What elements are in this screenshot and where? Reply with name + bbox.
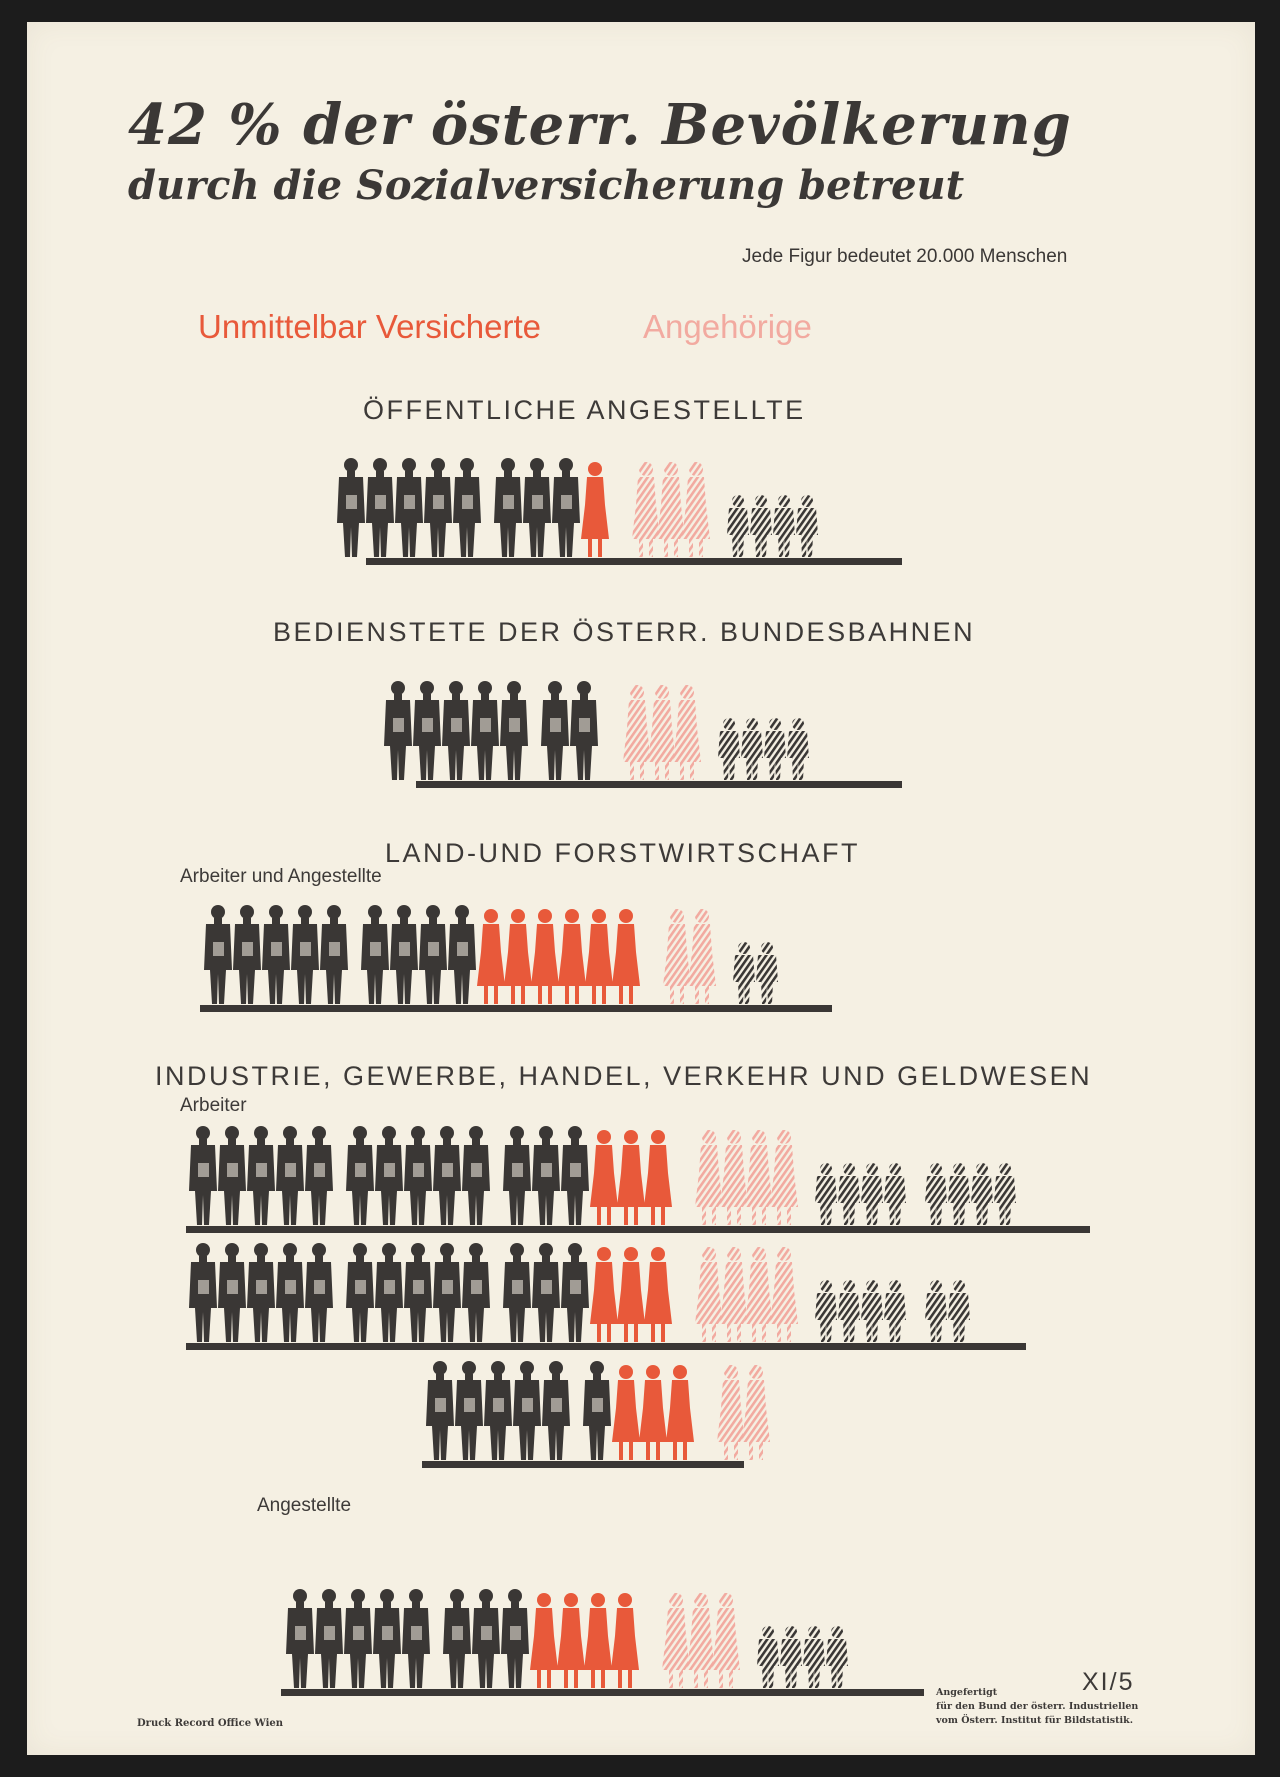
figure-dependent-child-s3-r0-7 (994, 1163, 1016, 1225)
figure-dependent-child-s0-r0-3 (796, 495, 818, 557)
figure-dependent-child-s1-r0-3 (787, 718, 809, 780)
figure-insured-man-s3-r0-1 (218, 1126, 246, 1225)
row-baseline-s1-r0 (416, 781, 902, 788)
figure-insured-man-s1-r0-5 (541, 681, 569, 780)
figure-dependent-child-s3-r0-1 (838, 1163, 860, 1225)
figure-dependent-child-s3-r1-2 (861, 1280, 883, 1342)
figure-insured-man-s1-r0-1 (413, 681, 441, 780)
figure-insured-man-s2-r0-6 (390, 905, 418, 1004)
figure-dependent-child-s1-r0-1 (741, 718, 763, 780)
figure-insured-woman-s3-r1-0 (590, 1247, 618, 1342)
figure-insured-man-s3-r2-2 (484, 1361, 512, 1460)
figure-insured-man-s3-r0-0 (189, 1126, 217, 1225)
figure-dependent-child-s3-r1-5 (948, 1280, 970, 1342)
figure-insured-man-s3-r0-4 (305, 1126, 333, 1225)
figure-insured-man-s4-r0-6 (472, 1589, 500, 1688)
figure-dependent-woman-s3-r1-1 (720, 1247, 748, 1342)
figure-insured-man-s3-r0-12 (561, 1126, 589, 1225)
figure-dependent-child-s3-r0-5 (948, 1163, 970, 1225)
figure-insured-man-s3-r1-11 (532, 1243, 560, 1342)
figure-insured-man-s3-r1-8 (433, 1243, 461, 1342)
figure-dependent-woman-s3-r1-2 (745, 1247, 773, 1342)
figure-insured-man-s3-r0-5 (346, 1126, 374, 1225)
figure-insured-man-s3-r2-5 (583, 1361, 611, 1460)
figure-insured-man-s3-r1-5 (346, 1243, 374, 1342)
figure-dependent-woman-s4-r0-2 (712, 1593, 740, 1688)
figure-dependent-woman-s2-r0-1 (688, 909, 716, 1004)
figure-dependent-woman-s3-r2-1 (742, 1365, 770, 1460)
sheet-number: XI/5 (1082, 1668, 1135, 1696)
row-baseline-s4-r0 (281, 1689, 924, 1696)
figure-insured-man-s3-r1-10 (503, 1243, 531, 1342)
figure-insured-woman-s2-r0-1 (504, 909, 532, 1004)
row-baseline-s3-r0 (186, 1226, 1090, 1233)
figure-insured-woman-s4-r0-0 (530, 1593, 558, 1688)
figure-insured-woman-s4-r0-2 (584, 1593, 612, 1688)
figure-insured-man-s3-r1-4 (305, 1243, 333, 1342)
figure-insured-man-s1-r0-4 (500, 681, 528, 780)
legend-dependents: Angehörige (643, 308, 812, 345)
figure-insured-man-s0-r0-3 (424, 458, 452, 557)
figure-insured-man-s3-r1-12 (561, 1243, 589, 1342)
figure-dependent-woman-s4-r0-0 (662, 1593, 690, 1688)
figure-dependent-child-s3-r1-0 (815, 1280, 837, 1342)
figure-dependent-child-s3-r0-6 (971, 1163, 993, 1225)
figure-dependent-child-s3-r1-3 (884, 1280, 906, 1342)
subgroup-workers-and-employees: Arbeiter und Angestellte (180, 866, 382, 887)
figure-dependent-woman-s3-r1-3 (770, 1247, 798, 1342)
figure-insured-woman-s3-r2-1 (639, 1365, 667, 1460)
subgroup-workers: Arbeiter (180, 1095, 247, 1116)
figure-insured-woman-s3-r0-1 (617, 1130, 645, 1225)
figure-insured-man-s4-r0-4 (402, 1589, 430, 1688)
figure-insured-woman-s3-r1-2 (644, 1247, 672, 1342)
title-line-1: 42 % der österr. Bevölkerung (128, 92, 1072, 158)
figure-dependent-child-s3-r1-4 (925, 1280, 947, 1342)
row-baseline-s2-r0 (200, 1005, 832, 1012)
figure-dependent-child-s3-r0-3 (884, 1163, 906, 1225)
figure-insured-woman-s3-r0-0 (590, 1130, 618, 1225)
figure-dependent-child-s4-r0-0 (757, 1626, 779, 1688)
figure-insured-man-s3-r1-1 (218, 1243, 246, 1342)
figure-insured-man-s4-r0-2 (344, 1589, 372, 1688)
figure-dependent-child-s0-r0-0 (727, 495, 749, 557)
figure-dependent-child-s1-r0-0 (718, 718, 740, 780)
figure-insured-woman-s2-r0-4 (585, 909, 613, 1004)
figure-dependent-child-s3-r0-0 (815, 1163, 837, 1225)
figure-insured-man-s3-r1-3 (276, 1243, 304, 1342)
figure-insured-man-s0-r0-6 (523, 458, 551, 557)
figure-insured-man-s3-r2-3 (513, 1361, 541, 1460)
figure-insured-man-s1-r0-6 (570, 681, 598, 780)
figure-insured-man-s3-r0-10 (503, 1126, 531, 1225)
figure-insured-man-s3-r1-2 (247, 1243, 275, 1342)
figure-insured-man-s4-r0-0 (286, 1589, 314, 1688)
figure-insured-man-s4-r0-5 (443, 1589, 471, 1688)
figure-insured-woman-s4-r0-3 (611, 1593, 639, 1688)
figure-dependent-woman-s4-r0-1 (687, 1593, 715, 1688)
print-note: Druck Record Office Wien (137, 1718, 284, 1729)
figure-insured-man-s0-r0-1 (366, 458, 394, 557)
figure-dependent-woman-s3-r0-2 (745, 1130, 773, 1225)
figure-dependent-woman-s3-r2-0 (717, 1365, 745, 1460)
figure-dependent-child-s3-r1-1 (838, 1280, 860, 1342)
figure-dependent-child-s3-r0-2 (861, 1163, 883, 1225)
figure-insured-woman-s4-r0-1 (557, 1593, 585, 1688)
figure-insured-man-s3-r0-7 (404, 1126, 432, 1225)
title-line-2: durch die Sozialversicherung betreut (128, 162, 965, 209)
figure-dependent-child-s4-r0-1 (780, 1626, 802, 1688)
figure-insured-man-s2-r0-4 (320, 905, 348, 1004)
section-title-railway-staff: BEDIENSTETE DER ÖSTERR. BUNDESBAHNEN (273, 617, 976, 647)
figure-insured-man-s3-r2-0 (426, 1361, 454, 1460)
figure-dependent-woman-s3-r0-1 (720, 1130, 748, 1225)
credit-line-1: Angefertigt (936, 1687, 998, 1698)
figure-dependent-child-s3-r0-4 (925, 1163, 947, 1225)
figure-insured-man-s3-r1-0 (189, 1243, 217, 1342)
figure-insured-man-s4-r0-3 (373, 1589, 401, 1688)
row-baseline-s3-r2 (422, 1461, 744, 1468)
figure-dependent-woman-s1-r0-0 (623, 685, 651, 780)
figure-insured-man-s3-r0-2 (247, 1126, 275, 1225)
subgroup-employees: Angestellte (257, 1495, 352, 1516)
figure-dependent-woman-s3-r0-0 (695, 1130, 723, 1225)
section-title-agriculture-forestry: LAND-UND FORSTWIRTSCHAFT (385, 838, 860, 868)
credit-line-2: für den Bund der österr. Industriellen (936, 1701, 1139, 1712)
figure-dependent-child-s2-r0-0 (733, 942, 755, 1004)
figure-dependent-woman-s0-r0-0 (632, 462, 660, 557)
row-baseline-s3-r1 (186, 1343, 1026, 1350)
figure-insured-woman-s0-r0-0 (581, 462, 609, 557)
figure-dependent-child-s2-r0-1 (756, 942, 778, 1004)
figure-insured-man-s2-r0-0 (204, 905, 232, 1004)
figure-insured-man-s3-r1-7 (404, 1243, 432, 1342)
figure-dependent-child-s0-r0-2 (773, 495, 795, 557)
figure-insured-man-s0-r0-5 (494, 458, 522, 557)
figure-insured-woman-s3-r2-2 (666, 1365, 694, 1460)
section-title-industry-trade: INDUSTRIE, GEWERBE, HANDEL, VERKEHR UND GELDWESEN (155, 1061, 1093, 1091)
figure-insured-man-s1-r0-0 (384, 681, 412, 780)
figure-dependent-woman-s3-r0-3 (770, 1130, 798, 1225)
figure-insured-man-s3-r0-9 (462, 1126, 490, 1225)
figure-insured-man-s3-r0-6 (375, 1126, 403, 1225)
figure-dependent-child-s0-r0-1 (750, 495, 772, 557)
figure-insured-woman-s3-r1-1 (617, 1247, 645, 1342)
figure-insured-man-s0-r0-2 (395, 458, 423, 557)
figure-insured-man-s2-r0-8 (448, 905, 476, 1004)
figure-insured-woman-s2-r0-2 (531, 909, 559, 1004)
row-baseline-s0-r0 (366, 558, 902, 565)
figure-insured-woman-s2-r0-0 (477, 909, 505, 1004)
figure-insured-man-s3-r1-9 (462, 1243, 490, 1342)
scale-note: Jede Figur bedeutet 20.000 Menschen (742, 246, 1068, 267)
figure-insured-man-s1-r0-3 (471, 681, 499, 780)
figure-insured-man-s2-r0-3 (291, 905, 319, 1004)
section-title-public-employees: ÖFFENTLICHE ANGESTELLTE (363, 395, 806, 425)
figure-insured-man-s4-r0-1 (315, 1589, 343, 1688)
figure-insured-man-s2-r0-2 (262, 905, 290, 1004)
figure-insured-woman-s3-r0-2 (644, 1130, 672, 1225)
figure-insured-man-s0-r0-7 (552, 458, 580, 557)
figure-dependent-child-s4-r0-2 (803, 1626, 825, 1688)
figure-insured-man-s3-r0-3 (276, 1126, 304, 1225)
legend-direct-insured: Unmittelbar Versicherte (198, 308, 541, 345)
figure-dependent-child-s1-r0-2 (764, 718, 786, 780)
figure-insured-man-s3-r2-4 (542, 1361, 570, 1460)
figure-dependent-woman-s2-r0-0 (663, 909, 691, 1004)
figure-insured-man-s4-r0-7 (501, 1589, 529, 1688)
credit-line-3: vom Österr. Institut für Bildstatistik. (936, 1715, 1134, 1726)
figure-insured-woman-s3-r2-0 (612, 1365, 640, 1460)
figure-insured-man-s3-r0-8 (433, 1126, 461, 1225)
figure-dependent-woman-s3-r1-0 (695, 1247, 723, 1342)
figure-insured-man-s0-r0-0 (337, 458, 365, 557)
figure-insured-man-s3-r1-6 (375, 1243, 403, 1342)
figure-insured-man-s2-r0-5 (361, 905, 389, 1004)
figure-insured-man-s3-r2-1 (455, 1361, 483, 1460)
figure-insured-woman-s2-r0-3 (558, 909, 586, 1004)
figure-insured-man-s2-r0-1 (233, 905, 261, 1004)
figure-dependent-woman-s0-r0-1 (657, 462, 685, 557)
figure-dependent-woman-s0-r0-2 (682, 462, 710, 557)
figure-dependent-woman-s1-r0-1 (648, 685, 676, 780)
figure-dependent-woman-s1-r0-2 (673, 685, 701, 780)
figure-insured-man-s0-r0-4 (453, 458, 481, 557)
figure-dependent-child-s4-r0-3 (826, 1626, 848, 1688)
figure-insured-man-s2-r0-7 (419, 905, 447, 1004)
figure-insured-man-s3-r0-11 (532, 1126, 560, 1225)
figure-insured-man-s1-r0-2 (442, 681, 470, 780)
figure-insured-woman-s2-r0-5 (612, 909, 640, 1004)
